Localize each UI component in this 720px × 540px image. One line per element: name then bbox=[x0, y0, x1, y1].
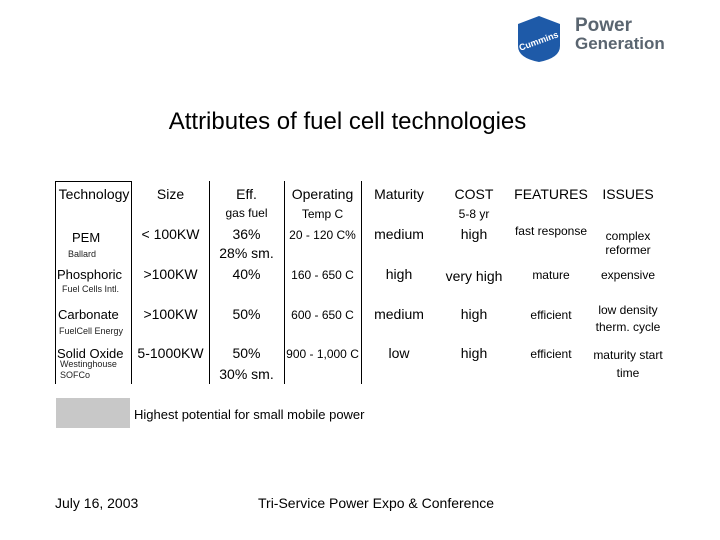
row-pem-issues: complex reformer bbox=[605, 229, 651, 257]
row-solid-oxide-features: efficient bbox=[530, 347, 572, 361]
footer-date: July 16, 2003 bbox=[55, 495, 139, 511]
row-carbonate-temperature: 600 - 650 C bbox=[291, 308, 354, 322]
row-phosphoric-size: >100KW bbox=[143, 266, 198, 282]
row-pem-efficiency-small: 28% sm. bbox=[219, 245, 274, 261]
row-solid-oxide-maker: Westinghouse SOFCo bbox=[60, 359, 117, 380]
row-solid-oxide-efficiency-small: 30% sm. bbox=[219, 366, 274, 382]
row-phosphoric-temperature: 160 - 650 C bbox=[291, 268, 354, 282]
row-solid-oxide-technology: Solid Oxide bbox=[57, 346, 124, 361]
row-pem-efficiency: 36% bbox=[232, 226, 261, 242]
row-phosphoric-efficiency: 40% bbox=[232, 266, 261, 282]
row-solid-oxide-maturity: low bbox=[388, 345, 410, 361]
header-efficiency: Eff. bbox=[236, 186, 257, 202]
row-carbonate-issues: low density therm. cycle bbox=[595, 303, 661, 334]
table-top-border bbox=[55, 181, 132, 182]
row-pem-maker: Ballard bbox=[68, 249, 97, 259]
legend-text: Highest potential for small mobile power bbox=[134, 407, 365, 422]
row-phosphoric-issues: expensive bbox=[600, 268, 656, 282]
row-phosphoric-technology: Phosphoric bbox=[57, 267, 123, 282]
row-carbonate-cost: high bbox=[460, 306, 488, 322]
row-solid-oxide-cost: high bbox=[460, 345, 488, 361]
slide-title: Attributes of fuel cell technologies bbox=[168, 108, 527, 135]
legend-swatch bbox=[56, 398, 130, 428]
row-carbonate-technology: Carbonate bbox=[58, 307, 119, 322]
header-cost: COST bbox=[454, 186, 494, 202]
row-solid-oxide-temperature: 900 - 1,000 C bbox=[286, 347, 359, 361]
header-issues: ISSUES bbox=[602, 186, 654, 202]
row-pem-temperature: 20 - 120 C% bbox=[289, 228, 356, 242]
row-pem-technology: PEM bbox=[72, 230, 101, 245]
row-phosphoric-features: mature bbox=[532, 268, 570, 282]
row-pem-features: fast response bbox=[514, 224, 588, 238]
row-pem-size: < 100KW bbox=[141, 226, 200, 242]
svg-text:Cummins: Cummins bbox=[517, 29, 560, 53]
header-efficiency-sub: gas fuel bbox=[225, 206, 268, 220]
row-solid-oxide-issues: maturity start time bbox=[593, 348, 663, 380]
row-carbonate-features: efficient bbox=[530, 308, 572, 322]
cummins-logo-icon bbox=[516, 14, 562, 64]
logo-generation-text: Generation bbox=[575, 34, 665, 53]
row-solid-oxide-size: 5-1000KW bbox=[137, 345, 204, 361]
row-carbonate-size: >100KW bbox=[143, 306, 198, 322]
row-carbonate-maturity: medium bbox=[374, 306, 424, 322]
row-solid-oxide-efficiency: 50% bbox=[232, 345, 261, 361]
header-operating: Operating bbox=[291, 186, 354, 202]
row-carbonate-maker: FuelCell Energy bbox=[59, 326, 124, 336]
table-left-border bbox=[55, 181, 56, 384]
header-size: Size bbox=[156, 186, 185, 202]
row-pem-maturity: medium bbox=[374, 226, 424, 242]
header-features: FEATURES bbox=[514, 186, 588, 202]
header-technology: Technology bbox=[58, 186, 130, 202]
header-operating-sub: Temp C bbox=[301, 207, 344, 221]
logo-power-text: Power bbox=[575, 15, 633, 36]
row-carbonate-efficiency: 50% bbox=[232, 306, 261, 322]
row-phosphoric-maturity: high bbox=[385, 266, 413, 282]
row-phosphoric-cost: very high bbox=[445, 268, 503, 284]
row-phosphoric-maker: Fuel Cells Intl. bbox=[62, 284, 120, 294]
header-maturity: Maturity bbox=[374, 186, 424, 202]
row-pem-cost: high bbox=[460, 226, 488, 242]
footer-conference: Tri-Service Power Expo & Conference bbox=[258, 495, 495, 511]
header-cost-sub: 5-8 yr bbox=[458, 207, 490, 221]
